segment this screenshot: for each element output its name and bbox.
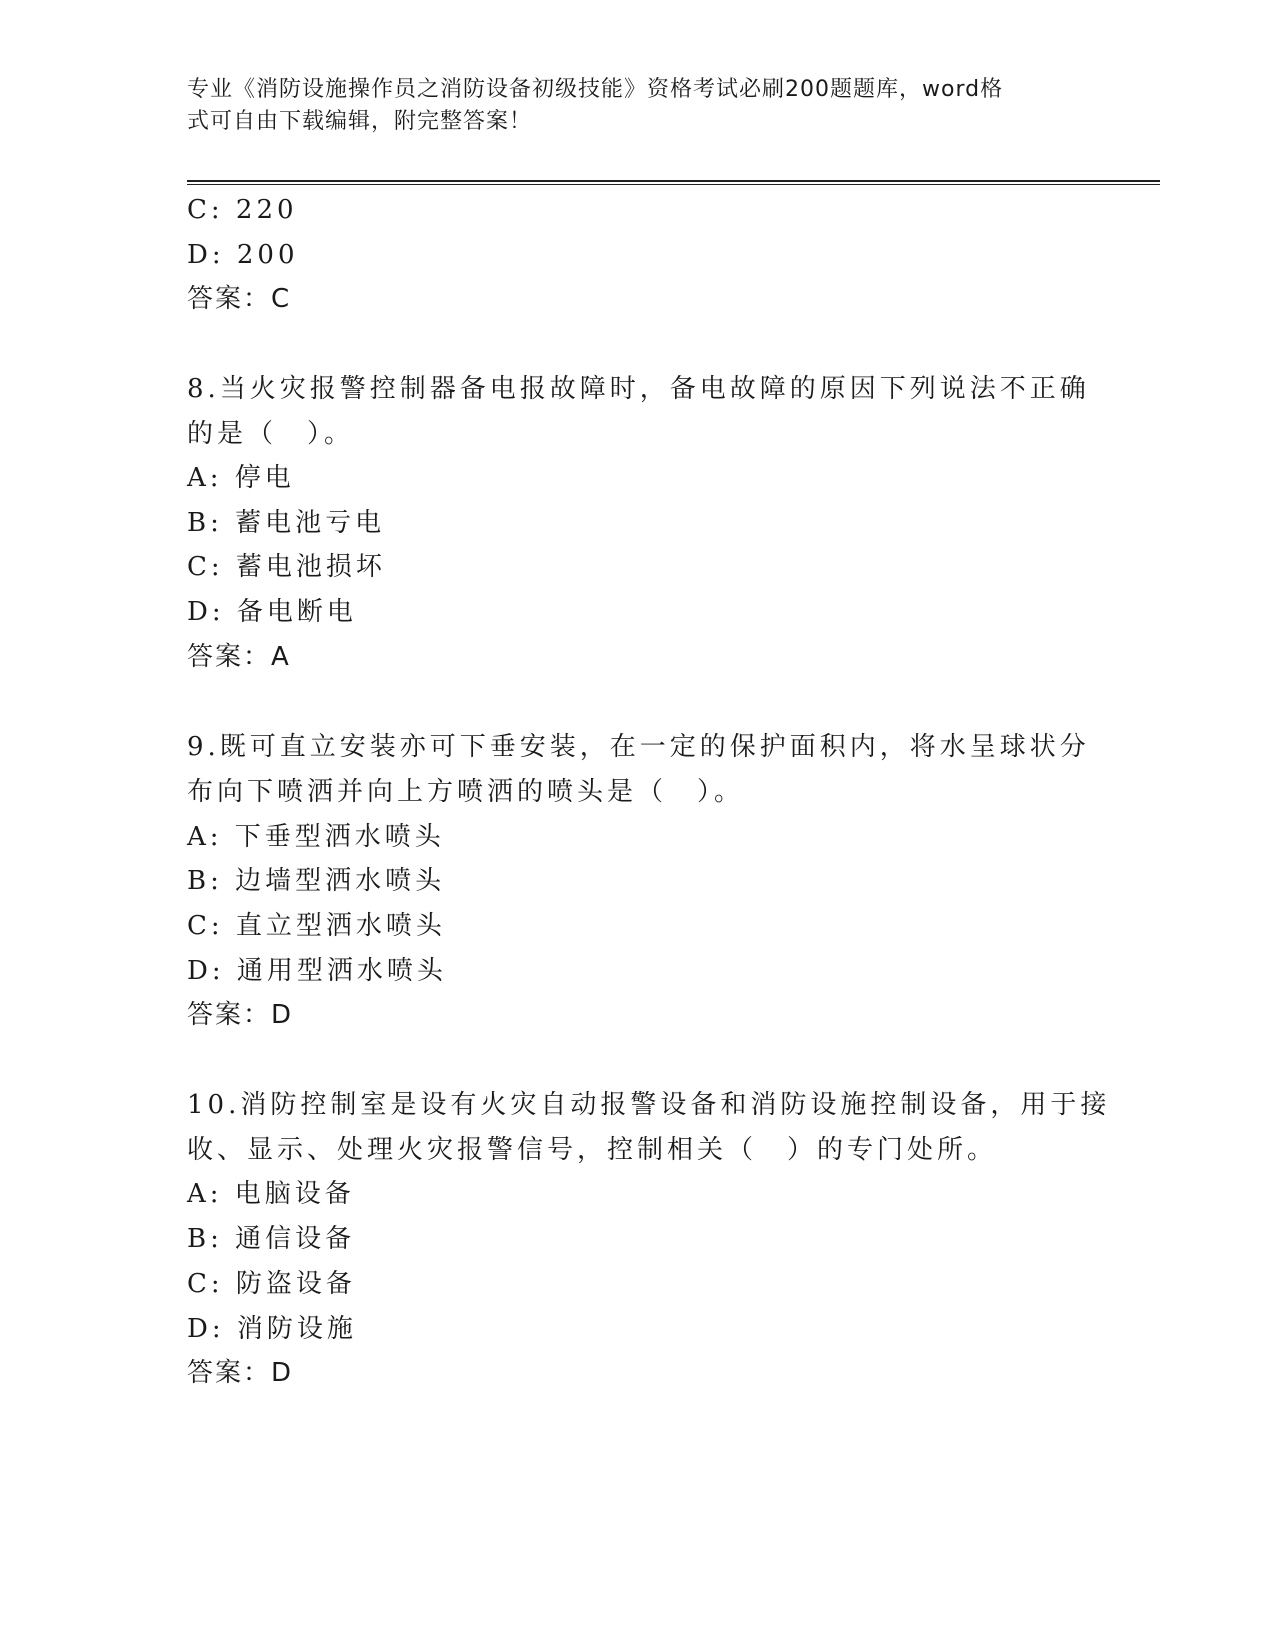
q9-stem-line-1: 9.既可直立安装亦可下垂安装，在一定的保护面积内，将水呈球状分 — [187, 732, 1090, 762]
q7-option-d: D: 200 — [187, 240, 299, 270]
q8-option-a: A: 停电 — [187, 463, 295, 493]
q9-option-a: A: 下垂型洒水喷头 — [187, 822, 445, 852]
q10-option-c: C: 防盗设备 — [187, 1269, 356, 1299]
document-header — [187, 74, 1067, 138]
header-divider-thin — [187, 184, 1160, 185]
q8-stem-line-2: 的是（ ）。 — [187, 419, 355, 449]
q10-option-a: A: 电脑设备 — [187, 1179, 355, 1209]
q9-stem-line-2: 布向下喷洒并向上方喷洒的喷头是（ ）。 — [187, 777, 745, 807]
q9-option-d: D: 通用型洒水喷头 — [187, 956, 447, 986]
header-line-1: 专业《消防设施操作员之消防设备初级技能》资格考试必刷200题题库，word格 — [187, 77, 1004, 102]
q9-option-b: B: 边墙型洒水喷头 — [187, 866, 446, 896]
q8-option-b: B: 蓄电池亏电 — [187, 508, 386, 538]
q9-option-c: C: 直立型洒水喷头 — [187, 911, 446, 941]
q8-option-d: D: 备电断电 — [187, 597, 357, 627]
header-line-2: 式可自由下载编辑，附完整答案！ — [187, 109, 533, 134]
q7-answer: 答案：C — [187, 284, 292, 314]
q10-option-d: D: 消防设施 — [187, 1314, 357, 1344]
q8-stem-line-1: 8.当火灾报警控制器备电报故障时，备电故障的原因下列说法不正确 — [187, 374, 1090, 404]
q8-option-c: C: 蓄电池损坏 — [187, 552, 386, 582]
q10-answer: 答案：D — [187, 1358, 294, 1388]
q7-option-c: C: 220 — [187, 195, 298, 225]
q8-answer: 答案：A — [187, 642, 291, 672]
q10-stem-line-2: 收、显示、处理火灾报警信号，控制相关（ ）的专门处所。 — [187, 1135, 998, 1165]
q10-stem-line-1: 10.消防控制室是设有火灾自动报警设备和消防设施控制设备，用于接 — [187, 1090, 1111, 1120]
q10-option-b: B: 通信设备 — [187, 1224, 356, 1254]
header-divider-thick — [187, 180, 1160, 182]
q9-answer: 答案：D — [187, 1000, 294, 1030]
